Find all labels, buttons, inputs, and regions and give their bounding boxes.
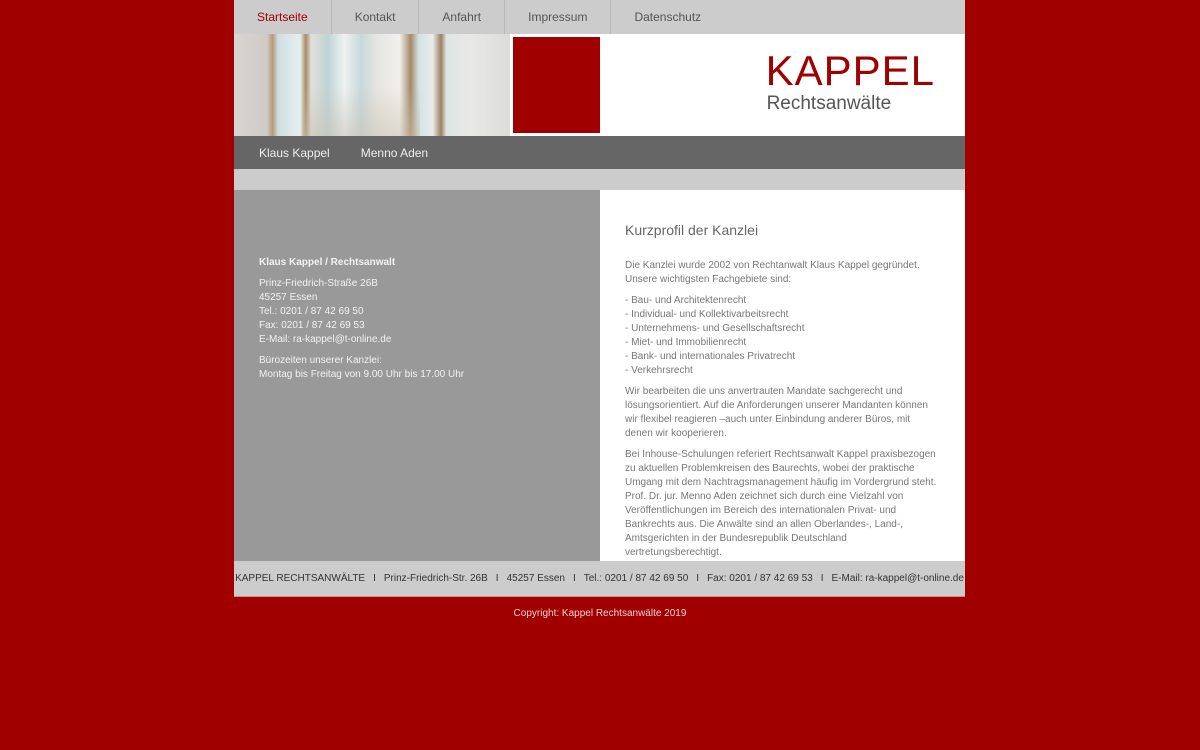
footer-separator: I <box>572 573 576 584</box>
footer-street: Prinz-Friedrich-Str. 26B <box>383 573 488 584</box>
nav-anfahrt[interactable]: Anfahrt <box>419 0 505 34</box>
intro <box>625 259 940 287</box>
nav-impressum[interactable]: Impressum <box>505 0 611 34</box>
logo-subtitle: Rechtsanwälte <box>766 93 892 114</box>
intro-line-1: Die Kanzlei wurde 2002 von Rechtanwalt Klaus Kappel gegründet. <box>625 260 920 271</box>
practice-areas-list <box>625 294 940 378</box>
list-item: - Bau- und Architektenrecht <box>625 295 747 306</box>
divider-strip <box>234 169 965 190</box>
footer-separator: I <box>820 573 824 584</box>
footer-phone: Tel.: 0201 / 87 42 69 50 <box>583 573 689 584</box>
intro-line-2: Unsere wichtigsten Fachgebiete sind: <box>625 274 792 285</box>
hours-value: Montag bis Freitag von 9.00 Uhr bis 17.00 Uhr <box>259 369 465 380</box>
list-item: - Miet- und Immobilienrecht <box>625 337 747 348</box>
content-area <box>234 190 965 561</box>
main-content <box>600 190 965 561</box>
copyright: Copyright: Kappel Rechtsanwälte 2019 <box>513 608 687 619</box>
email-link[interactable]: E-Mail: ra-kappel@t-online.de <box>259 334 392 345</box>
list-item: - Bank- und internationales Privatrecht <box>625 351 796 362</box>
header-banner <box>234 34 965 136</box>
footer-fax: Fax: 0201 / 87 42 69 53 <box>707 573 813 584</box>
footer-separator: I <box>373 573 376 584</box>
logo[interactable] <box>766 48 935 114</box>
contact-sidebar <box>234 190 600 561</box>
footer-city: 45257 Essen <box>506 573 565 584</box>
footer-bar <box>234 561 965 597</box>
city: 45257 Essen <box>259 292 318 303</box>
subnav-menno-aden[interactable]: Menno Aden <box>360 145 429 160</box>
nav-datenschutz[interactable]: Datenschutz <box>634 10 702 24</box>
red-square-decoration <box>513 37 600 133</box>
list-item: - Unternehmens- und Gesellschaftsrecht <box>625 323 805 334</box>
contact-name: Klaus Kappel / Rechtsanwalt <box>259 257 396 268</box>
paragraph-training: Bei Inhouse-Schulungen referiert Rechtsanwalt Kappel praxisbezogen zu aktuellen Problemkreisen des Baurechts, wobei der praktische Umgang mit dem Nachtragsmanagement häufig im Vordergrund steht. Prof. Dr. jur. Menno Aden zeichnet sich durch eine Vielzahl von Veröffentlichungen im Bereich des internationalen Privat- und Bankrechts aus. Die Anwälte sind an allen Oberlandes-, Land-, Amtsgerichten in der Bundesrepublik Deutschland vertretungsberechtigt. <box>625 449 937 558</box>
office-hours <box>259 354 575 382</box>
logo-title: KAPPEL <box>765 47 935 94</box>
top-navigation <box>234 0 965 34</box>
street: Prinz-Friedrich-Straße 26B <box>259 278 378 289</box>
footer-separator: I <box>696 573 700 584</box>
phone: Tel.: 0201 / 87 42 69 50 <box>259 306 364 317</box>
fax: Fax: 0201 / 87 42 69 53 <box>259 320 365 331</box>
footer-firm: KAPPEL RECHTSANWÄLTE <box>235 573 366 584</box>
page-title: Kurzprofil der Kanzlei <box>625 222 759 238</box>
list-item: - Individual- und Kollektivarbeitsrecht <box>625 309 789 320</box>
page-wrapper <box>234 0 965 597</box>
footer-separator: I <box>495 573 499 584</box>
sub-navigation <box>234 136 965 169</box>
paragraph-mandates: Wir bearbeiten die uns anvertrauten Mandate sachgerecht und lösungsorientiert. Auf die Anforderungen unserer Mandanten können wir flexibel reagieren –auch unter Einbindung anderer Büros, mit denen wir kooperieren. <box>625 386 928 439</box>
nav-startseite[interactable]: Startseite <box>234 0 332 34</box>
hours-label: Bürozeiten unserer Kanzlei: <box>259 355 382 366</box>
footer-email[interactable]: E-Mail: ra-kappel@t-online.de <box>831 573 964 584</box>
subnav-klaus-kappel[interactable]: Klaus Kappel <box>259 145 330 160</box>
list-item: - Verkehrsrecht <box>625 365 693 376</box>
nav-kontakt[interactable]: Kontakt <box>332 0 420 34</box>
contact-address <box>259 277 575 347</box>
hallway-photo <box>234 34 510 136</box>
